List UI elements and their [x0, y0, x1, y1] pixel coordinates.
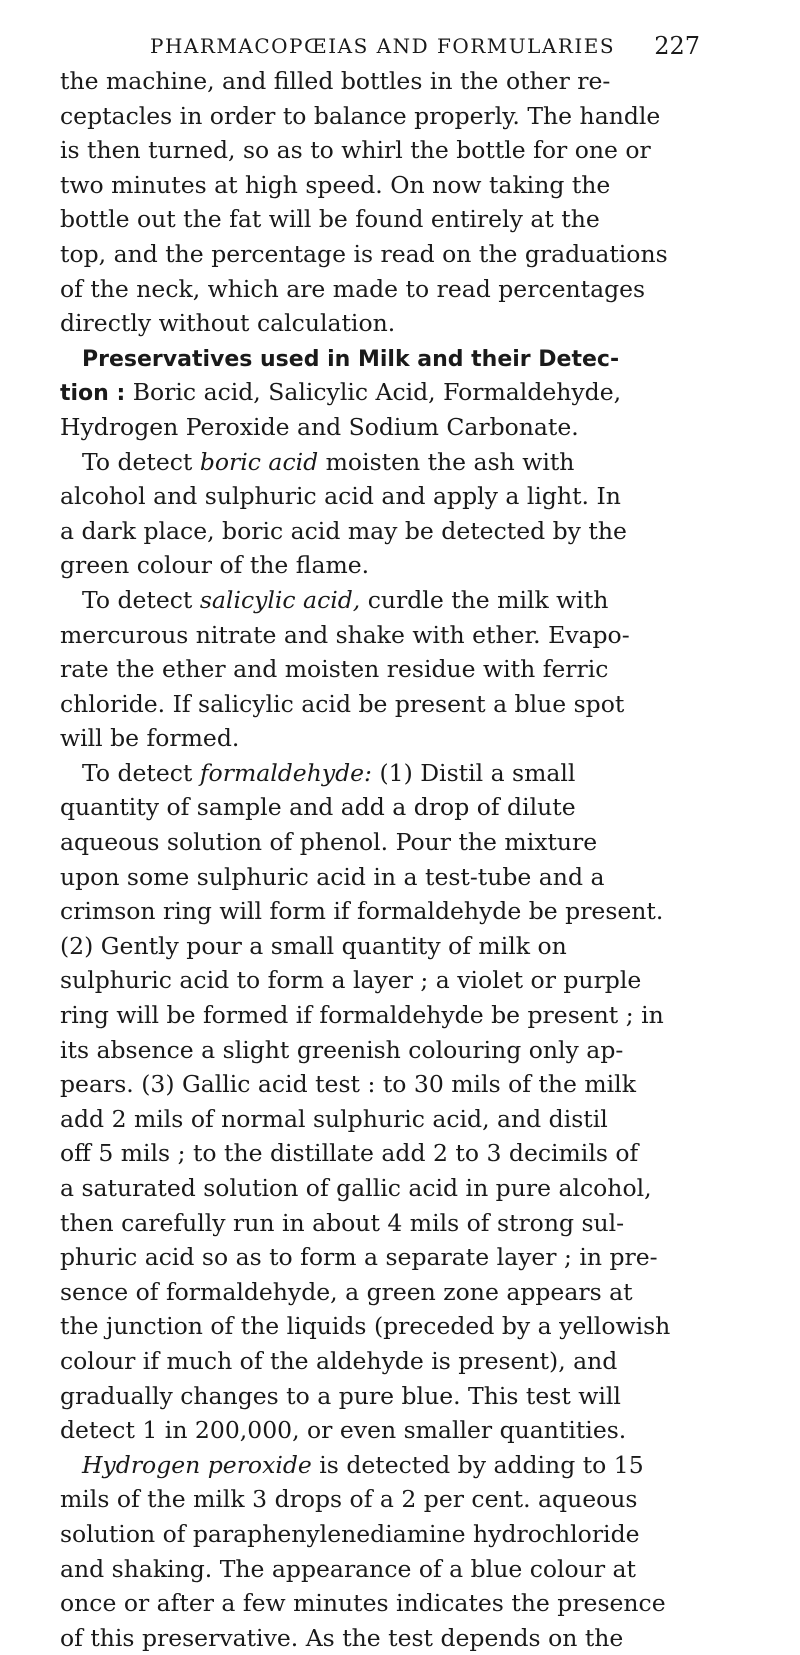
text-line: once or after a few minutes indicates the presence	[60, 1589, 666, 1618]
text-run: (1) Distil a small	[371, 758, 576, 787]
text-line: chloride. If salicylic acid be present a blue spot	[60, 689, 625, 718]
text-line: rate the ether and moisten residue with ferric	[60, 655, 609, 684]
text-line: colour if much of the aldehyde is present), and	[60, 1346, 618, 1375]
text-line: upon some sulphuric acid in a test-tube and a	[60, 862, 605, 891]
text-line: solution of paraphenylenediamine hydrochloride	[60, 1519, 640, 1548]
paragraph-salicylic-acid	[60, 583, 700, 756]
text-line: ceptacles in order to balance properly. The handle	[60, 101, 661, 130]
text-line: pears. (3) Gallic acid test : to 30 mils of the milk	[60, 1070, 636, 1099]
paragraph-preservatives	[60, 341, 700, 445]
text-line	[60, 756, 700, 791]
italic-term: boric acid	[199, 447, 319, 476]
text-line: green colour of the flame.	[60, 551, 370, 580]
text-run: is detected by adding to 15	[311, 1450, 644, 1479]
text-run: To detect	[82, 758, 200, 787]
paragraph-centrifuge-method	[60, 64, 700, 341]
running-head	[60, 0, 700, 64]
text-line: and shaking. The appearance of a blue colour at	[60, 1554, 636, 1583]
paragraph-hydrogen-peroxide	[60, 1448, 700, 1655]
text-line: crimson ring will form if formaldehyde be present.	[60, 897, 664, 926]
text-line	[60, 445, 700, 480]
text-line	[60, 375, 700, 410]
text-line: is then turned, so as to whirl the bottle for one or	[60, 136, 651, 165]
text-line: a dark place, boric acid may be detected by the	[60, 516, 627, 545]
text-run: moisten the ash with	[318, 447, 575, 476]
body-text	[60, 64, 700, 1655]
text-line: phuric acid so as to form a separate layer ; in pre-	[60, 1243, 658, 1272]
italic-term: Hydrogen peroxide	[82, 1450, 312, 1479]
text-line: sence of formaldehyde, a green zone appears at	[60, 1277, 633, 1306]
text-line: mils of the milk 3 drops of a 2 per cent. aqueous	[60, 1485, 638, 1514]
text-line: then carefully run in about 4 mils of strong sul-	[60, 1208, 625, 1237]
text-line: Hydrogen Peroxide and Sodium Carbonate.	[60, 412, 579, 441]
text-line: sulphuric acid to form a layer ; a violet or purple	[60, 966, 642, 995]
text-run: curdle the milk with	[360, 585, 609, 614]
text-line: two minutes at high speed. On now taking the	[60, 170, 611, 199]
text-run: To detect	[82, 447, 200, 476]
text-line: aqueous solution of phenol. Pour the mixture	[60, 828, 598, 857]
text-run: Boric acid, Salicylic Acid, Formaldehyde,	[125, 378, 622, 407]
page-number: 227	[654, 32, 700, 60]
text-line: add 2 mils of normal sulphuric acid, and distil	[60, 1104, 608, 1133]
paragraph-boric-acid	[60, 445, 700, 583]
italic-term: salicylic acid,	[199, 585, 361, 614]
text-line: mercurous nitrate and shake with ether. Evapo-	[60, 620, 630, 649]
text-line: of the neck, which are made to read percentages	[60, 274, 646, 303]
text-line: ring will be formed if formaldehyde be present ; in	[60, 1001, 664, 1030]
paragraph-formaldehyde	[60, 756, 700, 1448]
text-line: alcohol and sulphuric acid and apply a light. In	[60, 482, 621, 511]
text-line: the junction of the liquids (preceded by a yellowish	[60, 1312, 671, 1341]
section-heading: Preservatives used in Milk and their Detec-	[82, 346, 620, 372]
text-line: gradually changes to a pure blue. This test will	[60, 1381, 621, 1410]
text-line: quantity of sample and add a drop of dilute	[60, 793, 576, 822]
text-line: off 5 mils ; to the distillate add 2 to 3 decimils of	[60, 1139, 639, 1168]
text-line: top, and the percentage is read on the graduations	[60, 239, 668, 268]
text-line: bottle out the fat will be found entirely at the	[60, 205, 600, 234]
text-line: directly without calculation.	[60, 309, 396, 338]
section-heading-cont: tion :	[60, 381, 126, 407]
italic-term: formaldehyde:	[199, 758, 372, 787]
book-page	[60, 0, 700, 1655]
running-title: PHARMACOPŒIAS AND FORMULARIES	[150, 34, 616, 58]
text-line: the machine, and filled bottles in the other re-	[60, 67, 611, 95]
text-line	[60, 1448, 700, 1483]
text-line: a saturated solution of gallic acid in pure alcohol,	[60, 1174, 652, 1202]
text-line: its absence a slight greenish colouring only ap-	[60, 1035, 624, 1064]
text-line: will be formed.	[60, 724, 240, 753]
text-line: of this preservative. As the test depends on the	[60, 1623, 624, 1652]
text-line	[60, 341, 700, 376]
text-line: detect 1 in 200,000, or even smaller quantities.	[60, 1416, 627, 1445]
text-line: (2) Gently pour a small quantity of milk on	[60, 931, 567, 960]
text-run: To detect	[82, 585, 200, 614]
text-line	[60, 583, 700, 618]
